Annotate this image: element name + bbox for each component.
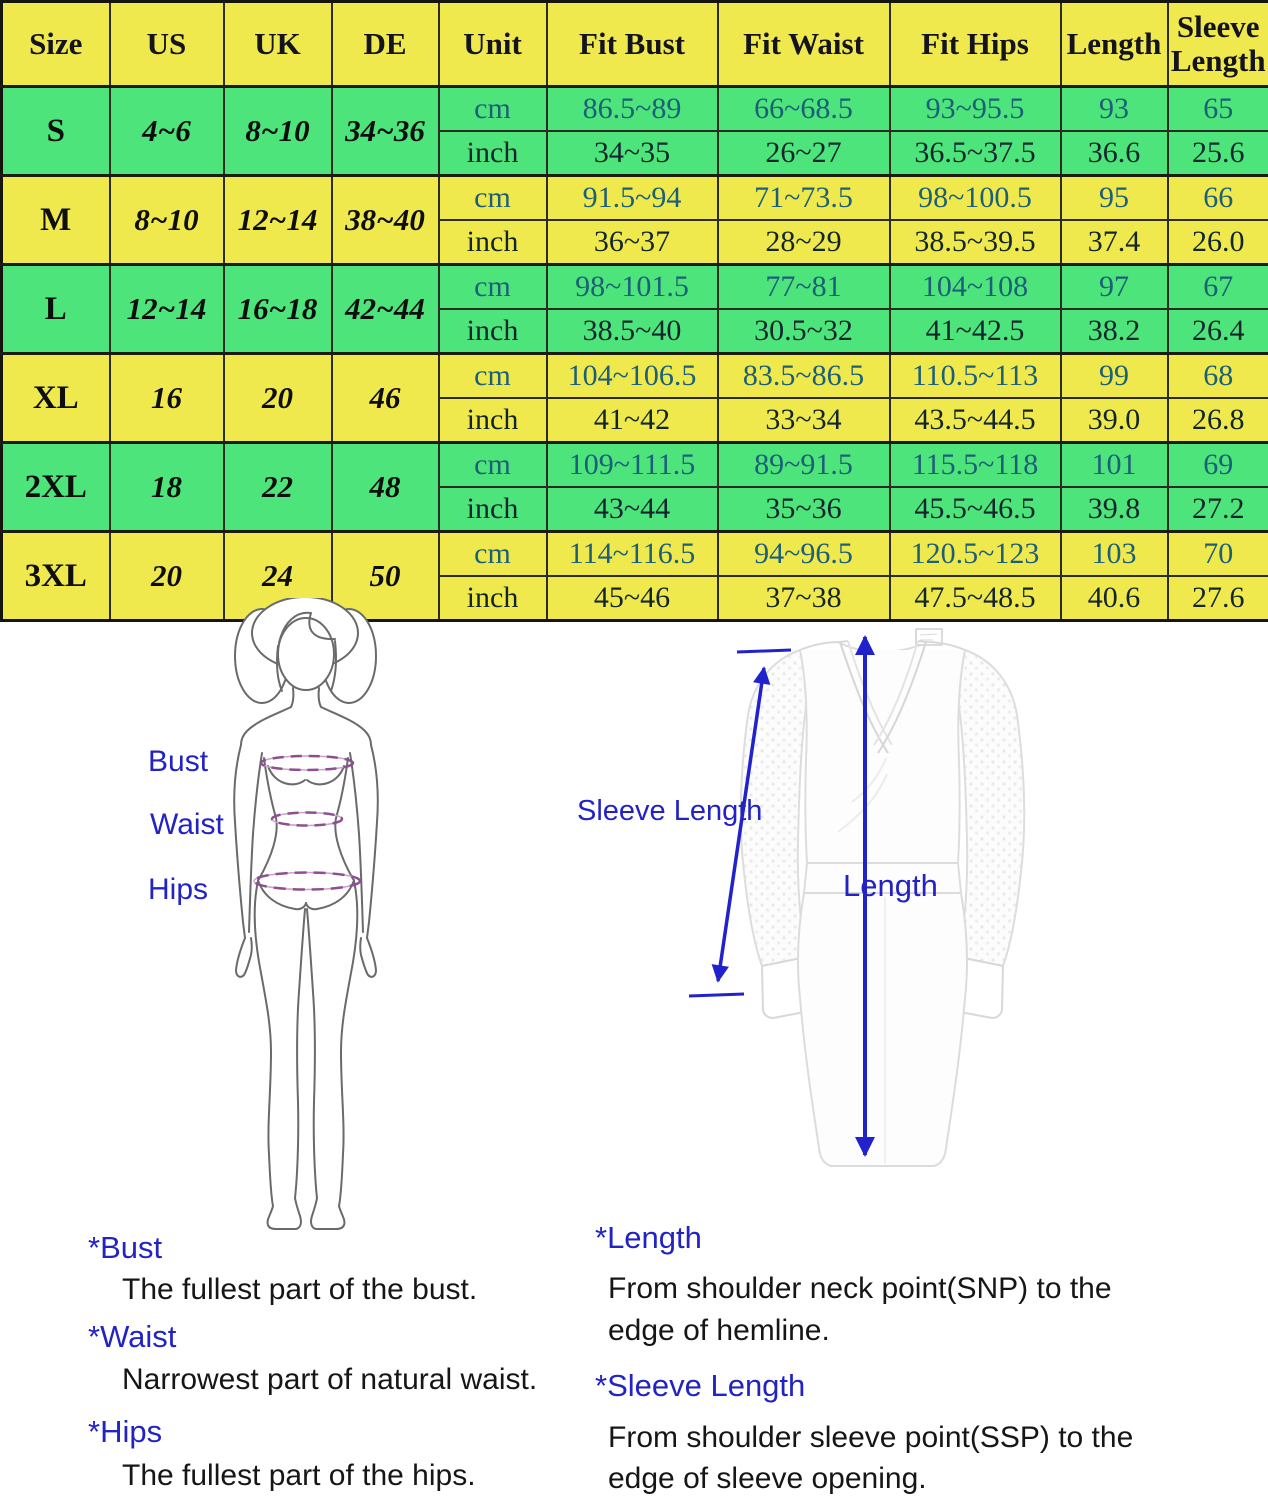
de-cell: 46 (332, 354, 439, 443)
size-cell: XL (2, 354, 110, 443)
sleeve-inch: 26.0 (1168, 220, 1268, 265)
waist-inch: 33~34 (718, 398, 890, 443)
col-header-sleeve-length: Sleeve Length (1168, 2, 1268, 87)
unit-cm-cell: cm (439, 443, 547, 488)
bust-inch: 38.5~40 (547, 309, 718, 354)
de-cell: 48 (332, 443, 439, 532)
row-3xl-cm (2, 532, 1268, 577)
us-cell: 8~10 (110, 176, 224, 265)
waist-term: *Waist (88, 1319, 177, 1354)
us-cell: 16 (110, 354, 224, 443)
uk-cell: 12~14 (224, 176, 332, 265)
bust-cm: 86.5~89 (547, 87, 718, 132)
waist-label: Waist (150, 808, 224, 841)
unit-inch-cell: inch (439, 131, 547, 176)
sleeve-inch: 26.8 (1168, 398, 1268, 443)
sleeve-cm: 67 (1168, 265, 1268, 310)
length-inch: 40.6 (1061, 576, 1168, 621)
us-cell: 12~14 (110, 265, 224, 354)
waist-cm: 71~73.5 (718, 176, 890, 221)
col-header-fit-bust: Fit Bust (547, 2, 718, 87)
uk-cell: 20 (224, 354, 332, 443)
col-header-length: Length (1061, 2, 1168, 87)
unit-inch-cell: inch (439, 576, 547, 621)
waist-cm: 77~81 (718, 265, 890, 310)
sleeve-cm: 69 (1168, 443, 1268, 488)
de-cell: 34~36 (332, 87, 439, 176)
hips-cm: 110.5~113 (890, 354, 1061, 399)
de-cell: 38~40 (332, 176, 439, 265)
hips-inch: 45.5~46.5 (890, 487, 1061, 532)
col-header-fit-waist: Fit Waist (718, 2, 890, 87)
waist-inch: 30.5~32 (718, 309, 890, 354)
length-cm: 93 (1061, 87, 1168, 132)
hips-cm: 104~108 (890, 265, 1061, 310)
col-header-unit: Unit (439, 2, 547, 87)
waist-inch: 35~36 (718, 487, 890, 532)
sleeve-length-term: *Sleeve Length (595, 1368, 806, 1403)
bust-inch: 45~46 (547, 576, 718, 621)
header-row (2, 2, 1268, 87)
sleeve-length-label: Sleeve Length (577, 795, 763, 827)
sleeve-cm: 68 (1168, 354, 1268, 399)
sleeve-length-desc-line1: From shoulder sleeve point(SSP) to the (608, 1421, 1134, 1454)
sleeve-cm: 65 (1168, 87, 1268, 132)
bust-inch: 34~35 (547, 131, 718, 176)
length-cm: 101 (1061, 443, 1168, 488)
bust-inch: 41~42 (547, 398, 718, 443)
de-cell: 50 (332, 532, 439, 621)
size-cell: L (2, 265, 110, 354)
hips-label: Hips (148, 873, 209, 906)
col-header-de: DE (332, 2, 439, 87)
hips-inch: 38.5~39.5 (890, 220, 1061, 265)
hips-inch: 43.5~44.5 (890, 398, 1061, 443)
dress-figure-svg (560, 595, 1100, 1235)
row-xl-cm (2, 354, 1268, 399)
length-inch: 39.8 (1061, 487, 1168, 532)
length-cm: 103 (1061, 532, 1168, 577)
waist-inch: 28~29 (718, 220, 890, 265)
body-outline (234, 598, 378, 1229)
bust-cm: 98~101.5 (547, 265, 718, 310)
length-inch: 38.2 (1061, 309, 1168, 354)
length-inch: 36.6 (1061, 131, 1168, 176)
hips-inch: 36.5~37.5 (890, 131, 1061, 176)
uk-cell: 8~10 (224, 87, 332, 176)
uk-cell: 22 (224, 443, 332, 532)
bust-label: Bust (148, 745, 209, 778)
waist-inch: 26~27 (718, 131, 890, 176)
waist-desc: Narrowest part of natural waist. (122, 1363, 538, 1396)
length-term: *Length (595, 1220, 702, 1255)
waist-cm: 66~68.5 (718, 87, 890, 132)
bust-cm: 91.5~94 (547, 176, 718, 221)
sleeve-length-desc-line2: edge of sleeve opening. (608, 1462, 927, 1495)
size-cell: 3XL (2, 532, 110, 621)
length-inch: 39.0 (1061, 398, 1168, 443)
waist-cm: 94~96.5 (718, 532, 890, 577)
size-chart-section (0, 0, 1268, 622)
unit-cm-cell: cm (439, 354, 547, 399)
bust-inch: 43~44 (547, 487, 718, 532)
us-cell: 18 (110, 443, 224, 532)
uk-cell: 16~18 (224, 265, 332, 354)
waist-inch: 37~38 (718, 576, 890, 621)
us-cell: 20 (110, 532, 224, 621)
hips-inch: 41~42.5 (890, 309, 1061, 354)
hips-cm: 115.5~118 (890, 443, 1061, 488)
unit-inch-cell: inch (439, 398, 547, 443)
bust-inch: 36~37 (547, 220, 718, 265)
sleeve-inch: 27.2 (1168, 487, 1268, 532)
sleeve-inch: 25.6 (1168, 131, 1268, 176)
row-2xl-cm (2, 443, 1268, 488)
sleeve-cm: 66 (1168, 176, 1268, 221)
hips-term: *Hips (88, 1414, 163, 1449)
unit-cm-cell: cm (439, 532, 547, 577)
bust-cm: 104~106.5 (547, 354, 718, 399)
unit-cm-cell: cm (439, 87, 547, 132)
hips-desc: The fullest part of the hips. (122, 1459, 476, 1492)
hips-cm: 98~100.5 (890, 176, 1061, 221)
us-cell: 4~6 (110, 87, 224, 176)
row-s-cm (2, 87, 1268, 132)
hips-cm: 120.5~123 (890, 532, 1061, 577)
size-cell: S (2, 87, 110, 176)
bust-cm: 109~111.5 (547, 443, 718, 488)
length-desc-line2: edge of hemline. (608, 1314, 830, 1347)
length-cm: 95 (1061, 176, 1168, 221)
row-l-cm (2, 265, 1268, 310)
unit-inch-cell: inch (439, 309, 547, 354)
col-header-fit-hips: Fit Hips (890, 2, 1061, 87)
col-header-us: US (110, 2, 224, 87)
sleeve-inch: 27.6 (1168, 576, 1268, 621)
de-cell: 42~44 (332, 265, 439, 354)
length-cm: 97 (1061, 265, 1168, 310)
length-label: Length (843, 868, 938, 903)
length-cm: 99 (1061, 354, 1168, 399)
length-inch: 37.4 (1061, 220, 1168, 265)
hips-inch: 47.5~48.5 (890, 576, 1061, 621)
col-header-uk: UK (224, 2, 332, 87)
waist-cm: 89~91.5 (718, 443, 890, 488)
unit-inch-cell: inch (439, 220, 547, 265)
size-chart-table (0, 0, 1268, 622)
bust-desc: The fullest part of the bust. (122, 1273, 478, 1306)
bust-term: *Bust (88, 1230, 163, 1265)
bust-cm: 114~116.5 (547, 532, 718, 577)
unit-inch-cell: inch (439, 487, 547, 532)
size-cell: 2XL (2, 443, 110, 532)
size-cell: M (2, 176, 110, 265)
sleeve-inch: 26.4 (1168, 309, 1268, 354)
uk-cell: 24 (224, 532, 332, 621)
measure-lines (254, 756, 360, 890)
row-m-cm (2, 176, 1268, 221)
hips-cm: 93~95.5 (890, 87, 1061, 132)
unit-cm-cell: cm (439, 176, 547, 221)
unit-cm-cell: cm (439, 265, 547, 310)
length-desc-line1: From shoulder neck point(SNP) to the (608, 1272, 1112, 1305)
col-header-size: Size (2, 2, 110, 87)
sleeve-cm: 70 (1168, 532, 1268, 577)
waist-cm: 83.5~86.5 (718, 354, 890, 399)
body-figure-svg (80, 598, 500, 1232)
